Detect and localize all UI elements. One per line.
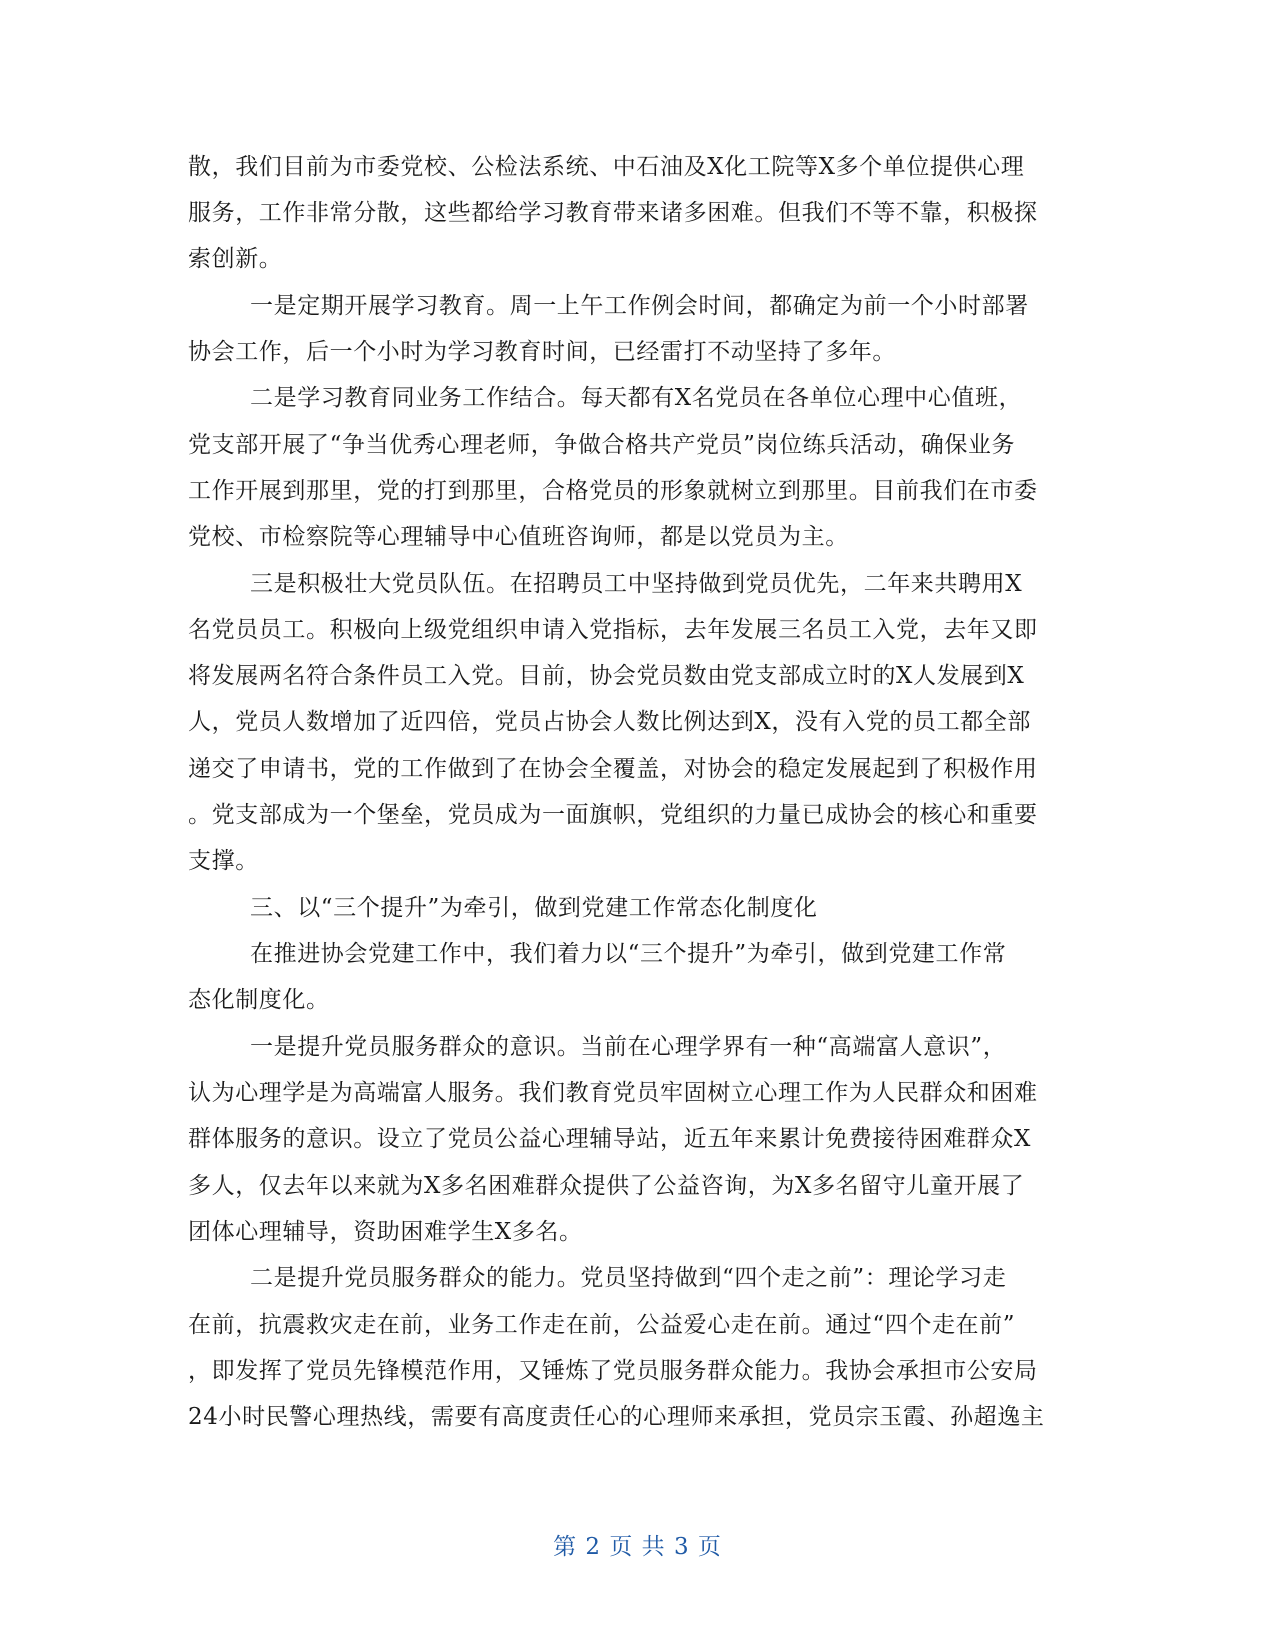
- page-number-footer: 第 2 页 共 3 页: [553, 1534, 722, 1560]
- text-line: 递交了申请书，党的工作做到了在协会全覆盖，对协会的稳定发展起到了积极作用: [188, 756, 1038, 782]
- text-line: 党校、市检察院等心理辅导中心值班咨询师，都是以党员为主。: [188, 524, 849, 550]
- paragraph-start-line: 一是提升党员服务群众的意识。当前在心理学界有一种“高端富人意识”，: [250, 1034, 1007, 1060]
- paragraph-start-line: 二是学习教育同业务工作结合。每天都有X名党员在各单位心理中心值班，: [250, 385, 1023, 411]
- text-line: 24小时民警心理热线，需要有高度责任心的心理师来承担，党员宗玉霞、孙超逸主: [188, 1404, 1045, 1430]
- text-line: 服务，工作非常分散，这些都给学习教育带来诸多困难。但我们不等不靠，积极探: [188, 200, 1038, 226]
- text-line: 。党支部成为一个堡垒，党员成为一面旗帜，党组织的力量已成协会的核心和重要: [188, 802, 1038, 828]
- paragraph-start-line: 在推进协会党建工作中，我们着力以“三个提升”为牵引，做到党建工作常: [250, 941, 1007, 967]
- section-heading: 三、以“三个提升”为牵引，做到党建工作常态化制度化: [250, 895, 818, 921]
- text-line: ，即发挥了党员先锋模范作用，又锤炼了党员服务群众能力。我协会承担市公安局: [188, 1358, 1038, 1384]
- text-line: 协会工作，后一个小时为学习教育时间，已经雷打不动坚持了多年。: [188, 339, 896, 365]
- text-line: 将发展两名符合条件员工入党。目前，协会党员数由党支部成立时的X人发展到X: [188, 663, 1025, 689]
- text-line: 态化制度化。: [188, 987, 330, 1013]
- text-line: 散，我们目前为市委党校、公检法系统、中石油及X化工院等X多个单位提供心理: [188, 154, 1025, 180]
- text-line: 党支部开展了“争当优秀心理老师，争做合格共产党员”岗位练兵活动，确保业务: [188, 432, 1016, 458]
- text-line: 名党员员工。积极向上级党组织申请入党指标，去年发展三名员工入党，去年又即: [188, 617, 1038, 643]
- text-line: 人，党员人数增加了近四倍，党员占协会人数比例达到X，没有入党的员工都全部: [188, 709, 1031, 735]
- text-line: 在前，抗震救灾走在前，业务工作走在前，公益爱心走在前。通过“四个走在前”: [188, 1312, 1016, 1338]
- text-line: 支撑。: [188, 848, 259, 874]
- text-line: 索创新。: [188, 246, 283, 272]
- text-line: 认为心理学是为高端富人服务。我们教育党员牢固树立心理工作为人民群众和困难: [188, 1080, 1038, 1106]
- paragraph-start-line: 一是定期开展学习教育。周一上午工作例会时间，都确定为前一个小时部署: [250, 293, 1029, 319]
- paragraph-start-line: 三是积极壮大党员队伍。在招聘员工中坚持做到党员优先，二年来共聘用X: [250, 571, 1023, 597]
- text-line: 团体心理辅导，资助困难学生X多名。: [188, 1219, 583, 1245]
- text-line: 工作开展到那里，党的打到那里，合格党员的形象就树立到那里。目前我们在市委: [188, 478, 1038, 504]
- paragraph-start-line: 二是提升党员服务群众的能力。党员坚持做到“四个走之前”：理论学习走: [250, 1265, 1007, 1291]
- text-line: 群体服务的意识。设立了党员公益心理辅导站，近五年来累计免费接待困难群众X: [188, 1126, 1031, 1152]
- text-line: 多人，仅去年以来就为X多名困难群众提供了公益咨询，为X多名留守儿童开展了: [188, 1173, 1025, 1199]
